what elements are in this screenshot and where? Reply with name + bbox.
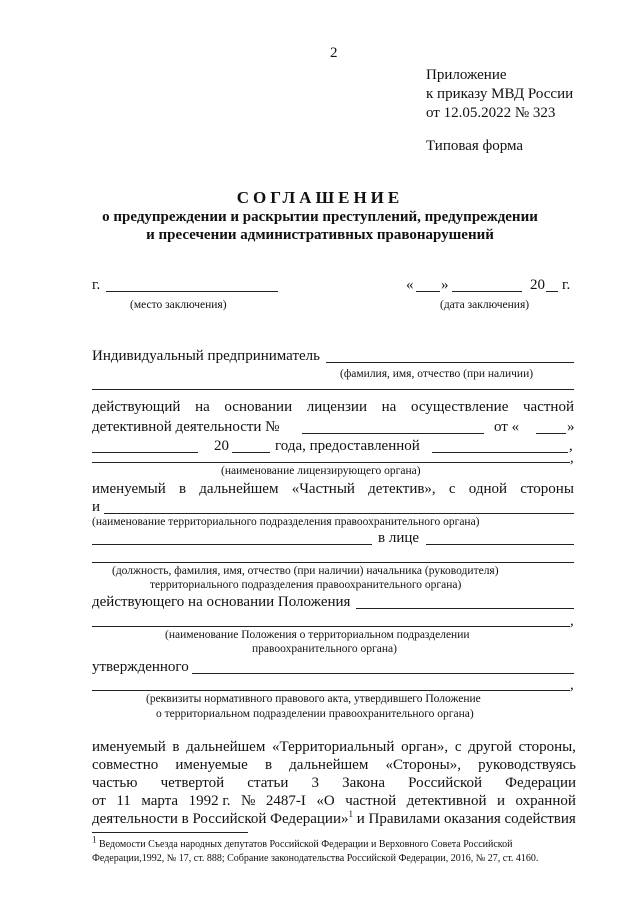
approved-blank[interactable] (192, 673, 574, 674)
footnote-reference[interactable]: 1 (348, 809, 353, 819)
place-caption: (место заключения) (130, 299, 227, 311)
footnote-line1: $^1$ Ведомости Съезда народных депутатов Российской Федерации и Верховного Совета Российской (92, 834, 513, 850)
regulation-caption-line1: (наименование Положения о территориальном подразделении (165, 629, 470, 641)
license-granted-label: года, предоставленной (275, 438, 420, 454)
conjunction-and: и (92, 499, 101, 515)
regulation-comma: , (570, 613, 574, 629)
head-caption-line1: (должность, фамилия, имя, отчество (при наличии) начальника (руководителя) (112, 565, 499, 577)
head-name-blank[interactable] (426, 544, 574, 545)
license-month-blank[interactable] (92, 452, 198, 453)
body-line5: деятельности в Российской Федерации»$^1$ и Правилами оказания содействия (92, 809, 576, 827)
day-blank[interactable] (416, 291, 440, 292)
page-number: 2 (330, 45, 338, 61)
footnote-separator (92, 832, 248, 833)
date-caption: (дата заключения) (440, 299, 530, 311)
approved-comma: , (570, 677, 574, 693)
appendix-label: Приложение (426, 67, 507, 83)
license-close-quote: » (567, 419, 575, 435)
order-reference: к приказу МВД России (426, 86, 574, 102)
approved-label: утвержденного (92, 659, 189, 675)
document-title: СОГЛАШЕНИЕ (236, 188, 404, 207)
document-subtitle-line2: и пресечении административных правонарушений (146, 227, 494, 243)
place-blank[interactable] (106, 291, 278, 292)
year-prefix: 20 (530, 277, 545, 293)
license-comma-1: , (569, 438, 573, 454)
body-line2: совместно именуемые в дальнейшем «Стороны», руководствуясь (92, 757, 576, 773)
year-blank[interactable] (546, 291, 558, 292)
license-year-blank[interactable] (232, 452, 270, 453)
month-blank[interactable] (452, 291, 522, 292)
body-line1: именуемый в дальнейшем «Территориальный орган», с другой стороны, (92, 739, 576, 755)
footnote-line2: Федерации,1992, № 17, ст. 888; Собрание законодательства Российской Федерации, 2016, № 27, ст. 4160. (92, 853, 539, 864)
approved-caption-line1: (реквизиты нормативного правового акта, утвердившего Положение (146, 693, 481, 705)
licensing-body-blank-2[interactable] (92, 462, 570, 463)
regulation-blank[interactable] (356, 608, 574, 609)
license-day-blank[interactable] (536, 433, 566, 434)
date-close-quote: » (441, 277, 449, 293)
body-line4: от 11 марта 1992 г. № 2487-I «О частной детективной и охранной (92, 793, 576, 809)
in-person-label: в лице (378, 530, 420, 546)
license-line1: действующий на основании лицензии на осуществление частной (92, 399, 574, 415)
entrepreneur-name-blank[interactable] (326, 362, 574, 363)
head-caption-line2: территориального подразделения правоохранительного органа) (150, 579, 462, 591)
approved-blank-2[interactable] (92, 690, 570, 691)
licensing-body-caption: (наименование лицензирующего органа) (221, 465, 421, 477)
regulation-blank-2[interactable] (92, 626, 570, 627)
license-from-label: от « (494, 419, 520, 435)
order-date-number: от 12.05.2022 № 323 (426, 105, 556, 121)
document-subtitle-line1: о предупреждении и раскрытии преступлений, предупреждении (102, 209, 538, 225)
approved-caption-line2: о территориальном подразделении правоохранительного органа) (156, 708, 474, 720)
entrepreneur-name-blank-2[interactable] (92, 389, 574, 390)
year-suffix: г. (562, 277, 571, 293)
named-detective-line: именуемый в дальнейшем «Частный детектив», с одной стороны (92, 481, 574, 497)
license-number-blank[interactable] (302, 433, 484, 434)
territorial-unit-blank[interactable] (104, 513, 574, 514)
licensing-body-blank[interactable] (432, 452, 568, 453)
license-comma-2: , (570, 450, 574, 466)
entrepreneur-caption: (фамилия, имя, отчество (при наличии) (340, 368, 534, 380)
license-year-prefix: 20 (214, 438, 229, 454)
territorial-unit-caption: (наименование территориального подразделения правоохранительного органа) (92, 516, 480, 528)
regulation-label: действующего на основании Положения (92, 594, 351, 610)
territorial-unit-blank-2[interactable] (92, 544, 372, 545)
regulation-caption-line2: правоохранительного органа) (252, 643, 397, 655)
entrepreneur-label: Индивидуальный предприниматель (92, 348, 320, 364)
form-type: Типовая форма (426, 138, 524, 154)
head-name-blank-2[interactable] (92, 562, 574, 563)
city-prefix: г. (92, 277, 101, 293)
date-open-quote: « (406, 277, 414, 293)
license-number-label: детективной деятельности № (92, 419, 280, 435)
body-line3: частью четвертой статьи 3 Закона Российской Федерации (92, 775, 576, 791)
